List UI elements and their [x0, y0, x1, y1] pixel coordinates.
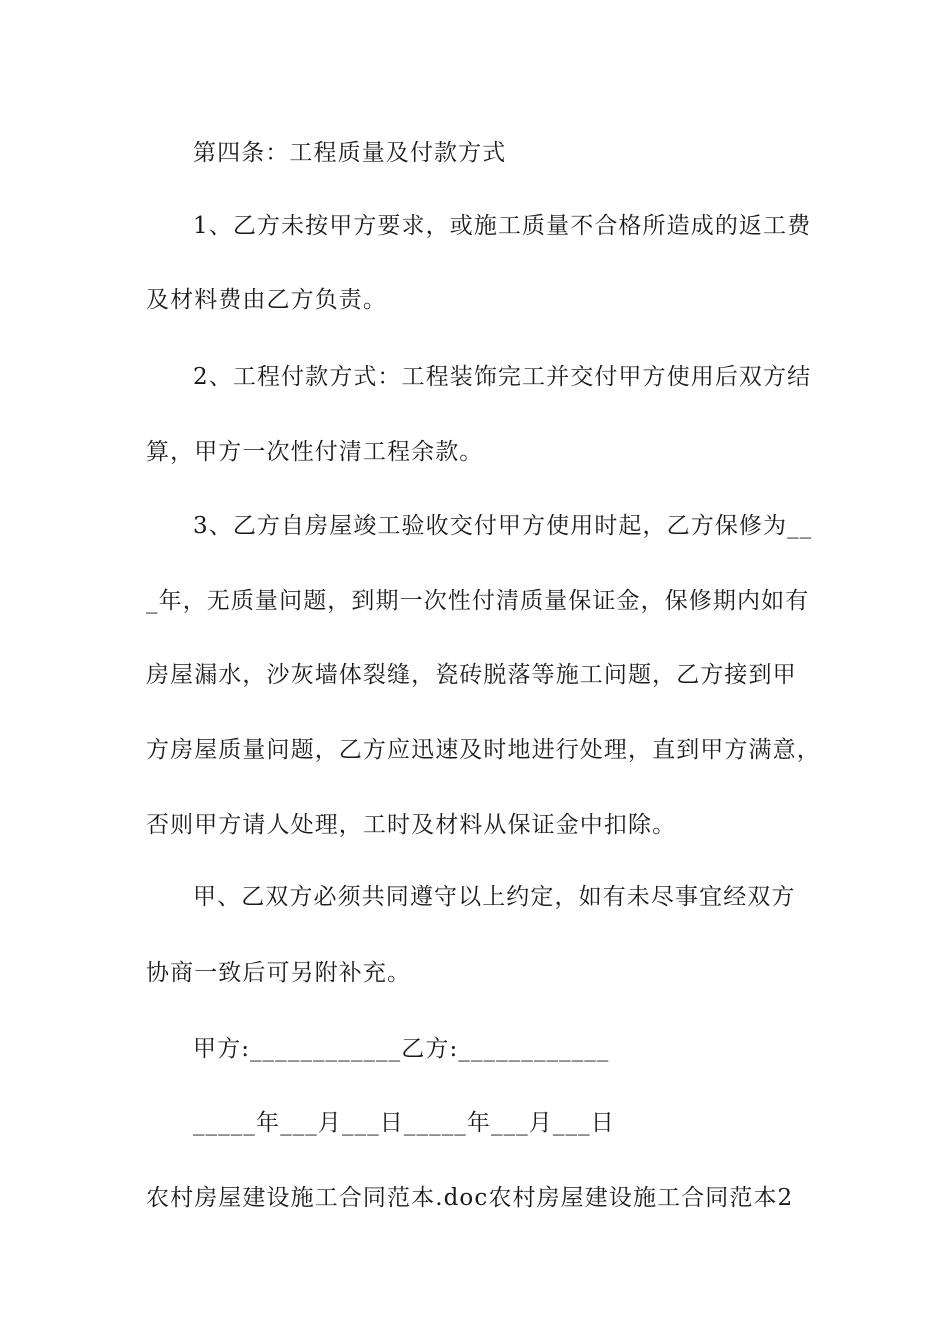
paragraph-line: 否则甲方请人处理，工时及材料从保证金中扣除。 [146, 812, 677, 838]
paragraph-line: 算，甲方一次性付清工程余款。 [146, 439, 484, 465]
paragraph-line: 2、工程付款方式：工程装饰完工并交付甲方使用后双方结 [193, 364, 812, 390]
paragraph-line: 方房屋质量问题，乙方应迅速及时地进行处理，直到甲方满意， [146, 737, 821, 763]
date-line: _____年___月___日_____年___月___日 [193, 1110, 615, 1136]
paragraph-line: 协商一致后可另附补充。 [146, 960, 412, 986]
paragraph-line: 1、乙方未按甲方要求，或施工质量不合格所造成的返工费 [193, 213, 812, 239]
section-heading: 第四条：工程质量及付款方式 [193, 140, 507, 166]
paragraph-line: 及材料费由乙方负责。 [146, 287, 387, 313]
document-title-line: 农村房屋建设施工合同范本.doc农村房屋建设施工合同范本2 [146, 1185, 794, 1211]
paragraph-line: 甲、乙双方必须共同遵守以上约定，如有未尽事宜经双方 [193, 884, 796, 910]
paragraph-line: 3、乙方自房屋竣工验收交付甲方使用时起，乙方保修为__ [193, 513, 813, 539]
signature-line: 甲方:____________乙方:____________ [193, 1036, 610, 1062]
paragraph-line: _年，无质量问题，到期一次性付清质量保证金，保修期内如有 [146, 588, 810, 614]
paragraph-line: 房屋漏水，沙灰墙体裂缝，瓷砖脱落等施工问题，乙方接到甲 [146, 662, 797, 688]
